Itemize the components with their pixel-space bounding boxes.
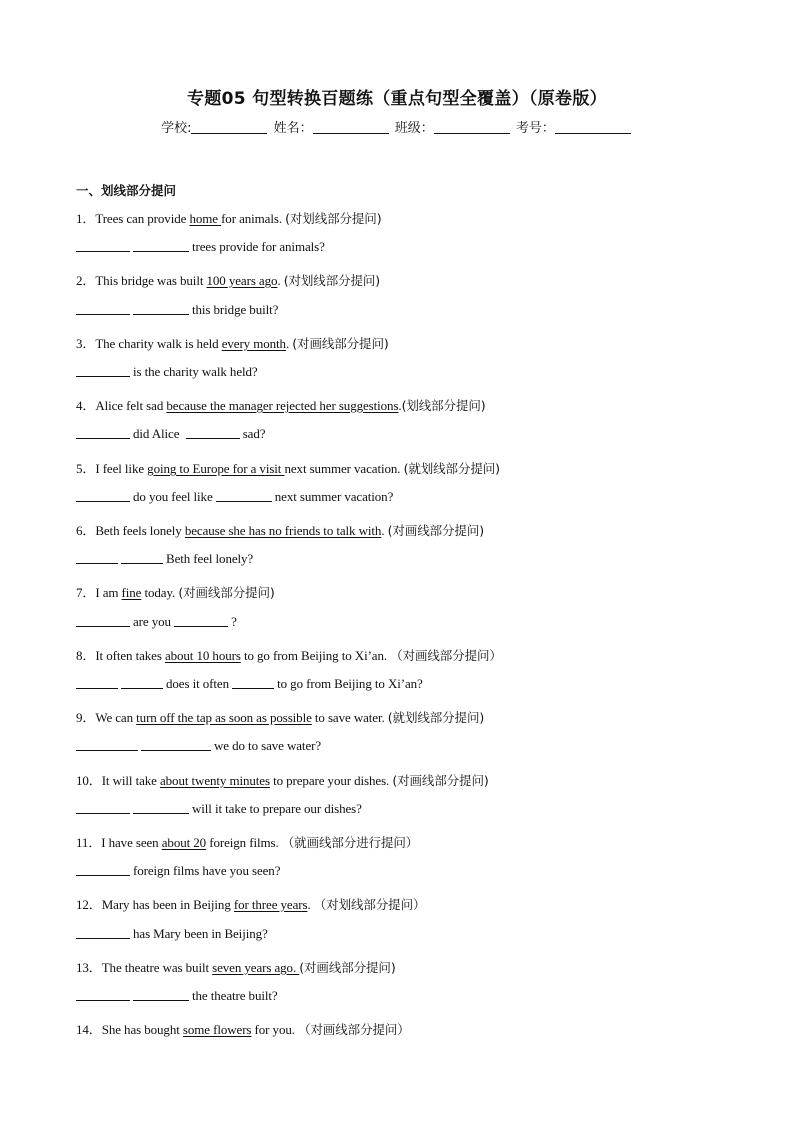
answer-blank[interactable] [76,676,118,689]
question-text: Beth feels lonely [95,523,185,538]
answer-text: foreign films have you seen? [133,863,281,878]
answer-blank[interactable] [76,426,130,439]
question-12 [76,894,425,913]
question-number: 13． [76,960,102,975]
question-text: . [307,897,314,912]
exam-number-label: 考号： [515,121,555,136]
answer-blank[interactable] [76,801,130,814]
question-text: I have seen [101,835,162,850]
class-label: 班级： [394,121,434,136]
answer-text: sad? [242,426,266,441]
question-text: Trees can provide [95,211,190,226]
instruction: (对划线部分提问) [283,273,381,288]
question-text: next summer vacation. [284,461,404,476]
name-label: 姓名： [273,121,313,136]
answer-text: are you [133,614,171,629]
question-number: 5． [76,461,96,476]
question-text: for animals. [221,211,286,226]
question-number: 1． [76,211,96,226]
question-text: . [398,398,402,413]
question-text: today. [141,585,179,600]
question-number: 9． [76,710,96,725]
question-text: . [285,336,293,351]
answer-blank[interactable] [133,801,189,814]
question-10 [76,770,489,789]
page-title: 专题05 句型转换百题练（重点句型全覆盖）（原卷版） [187,89,607,109]
question-number: 8． [76,648,96,663]
question-text: Mary has been in Beijing [101,897,234,912]
answer-text: does it often [166,676,229,691]
instruction: (对画线部分提问) [299,960,396,975]
question-8 [76,645,502,664]
answer-text: this bridge built? [192,302,279,317]
instruction: （对画线部分提问） [298,1022,410,1037]
answer-text: ? [231,614,237,629]
instruction: (对画线部分提问) [178,585,275,600]
answer-12 [76,926,268,942]
answer-blank[interactable] [76,551,118,564]
answer-text: did Alice [133,426,180,441]
answer-2 [76,302,278,318]
question-text: We can [95,710,137,725]
instruction: (对画线部分提问) [392,773,489,788]
answer-blank[interactable] [232,676,274,689]
answer-7 [76,614,237,630]
answer-blank[interactable] [76,239,130,252]
answer-blank[interactable] [186,426,240,439]
section-heading: 一、划线部分提问 [76,183,177,198]
answer-13 [76,988,278,1004]
instruction: (对画线部分提问) [292,336,389,351]
question-6 [76,520,484,539]
answer-5 [76,489,393,505]
student-info-line [0,117,794,136]
answer-text: next summer vacation? [274,489,394,504]
answer-blank[interactable] [76,302,130,315]
question-text: to go from Beijing to Xi’an. [240,648,391,663]
class-blank[interactable] [434,120,510,134]
answer-10 [76,801,362,817]
answer-3 [76,364,258,380]
answer-blank[interactable] [133,988,189,1001]
answer-blank[interactable] [76,926,130,939]
question-text: . [381,523,388,538]
question-number: 14． [76,1022,102,1037]
underlined-part: about 10 hours [164,648,241,663]
underlined-part: because she has no friends to talk with [184,523,382,538]
answer-blank[interactable] [76,863,130,876]
question-number: 10． [76,773,102,788]
answer-text: we do to save water? [214,738,322,753]
answer-8 [76,676,423,692]
question-text: The theatre was built [101,960,213,975]
question-number: 6． [76,523,96,538]
question-3 [76,333,389,352]
question-text: It will take [101,773,160,788]
question-number: 11． [76,835,102,850]
underlined-part: 100 years ago [206,273,278,288]
question-text: Alice felt sad [95,398,167,413]
underlined-part: going to Europe for a visit [147,461,285,476]
answer-text: do you feel like [133,489,213,504]
instruction: （就画线部分进行提问） [281,835,419,850]
answer-blank[interactable] [76,738,138,751]
question-14 [76,1019,410,1038]
underlined-part: about 20 [161,835,207,850]
answer-blank[interactable] [76,614,130,627]
question-text: foreign films. [206,835,282,850]
underlined-part: because the manager rejected her suggestions [166,398,399,413]
answer-text: to go from Beijing to Xi’an? [277,676,423,691]
question-text: It often takes [95,648,165,663]
question-text: This bridge was built [95,273,207,288]
question-11 [76,832,418,851]
exam-number-blank[interactable] [555,120,631,134]
question-1 [76,208,381,227]
question-text: for you. [251,1022,299,1037]
instruction: (划线部分提问) [401,398,486,413]
question-5 [76,458,500,477]
question-text: to save water. [311,710,388,725]
question-2 [76,270,380,289]
answer-text: the theatre built? [192,988,278,1003]
answer-text: Beth feel lonely? [166,551,254,566]
question-text: to prepare your dishes. [269,773,393,788]
answer-blank[interactable] [76,988,130,1001]
question-text: I am [95,585,122,600]
school-label: 学校: [161,121,192,136]
underlined-part: every month [221,336,286,351]
instruction: (对画线部分提问) [387,523,484,538]
answer-blank[interactable] [76,364,130,377]
answer-4 [76,426,265,442]
answer-blank[interactable] [121,551,163,564]
answer-6 [76,551,253,567]
question-13 [76,957,396,976]
answer-text: has Mary been in Beijing? [133,926,268,941]
question-9 [76,707,484,726]
underlined-part: seven years ago. [212,960,300,975]
question-number: 4． [76,398,96,413]
name-blank[interactable] [313,120,389,134]
answer-9 [76,738,321,754]
underlined-part: turn off the tap as soon as possible [136,710,312,725]
answer-blank[interactable] [76,489,130,502]
answer-blank[interactable] [121,676,163,689]
question-text: The charity walk is held [95,336,222,351]
answer-blank[interactable] [141,738,211,751]
answer-blank[interactable] [133,302,189,315]
question-number: 7． [76,585,96,600]
question-text: . [277,273,284,288]
question-number: 2． [76,273,96,288]
underlined-part: fine [121,585,142,600]
question-number: 12． [76,897,102,912]
question-number: 3． [76,336,96,351]
instruction: (就划线部分提问) [387,710,485,725]
instruction: （对划线部分提问） [313,897,426,912]
instruction: (对划线部分提问) [285,211,382,226]
answer-1 [76,239,325,255]
underlined-part: for three years [233,897,308,912]
answer-text: trees provide for animals? [192,239,325,254]
instruction: （对画线部分提问） [390,648,502,663]
underlined-part: home [189,211,222,226]
answer-11 [76,863,280,879]
answer-blank[interactable] [216,489,272,502]
question-text: She has bought [101,1022,183,1037]
instruction: (就划线部分提问) [403,461,500,476]
answer-text: is the charity walk held? [133,364,258,379]
question-7 [76,582,275,601]
answer-text: will it take to prepare our dishes? [192,801,362,816]
underlined-part: some flowers [182,1022,252,1037]
question-text: I feel like [95,461,148,476]
answer-blank[interactable] [174,614,228,627]
underlined-part: about twenty minutes [159,773,270,788]
question-4 [76,395,486,414]
answer-blank[interactable] [133,239,189,252]
school-blank[interactable] [191,120,267,134]
